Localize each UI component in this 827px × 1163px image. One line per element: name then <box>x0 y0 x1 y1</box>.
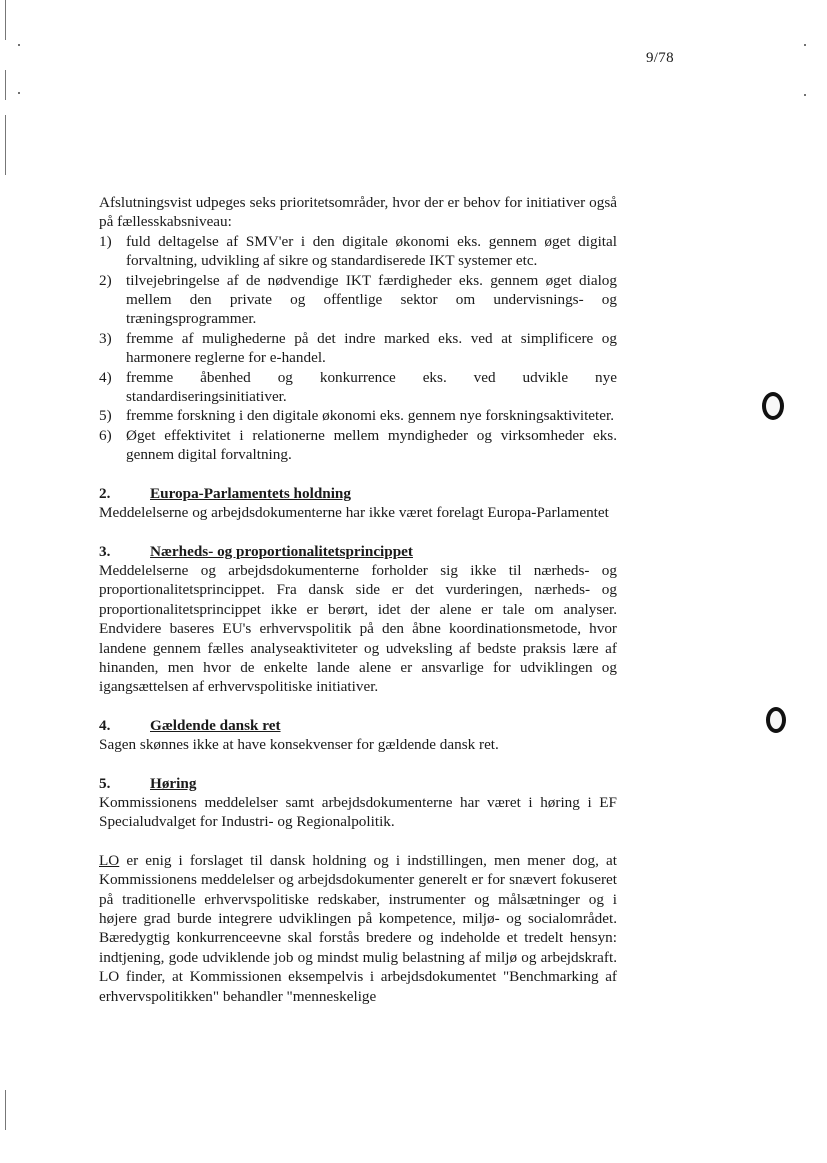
list-number: 3) <box>99 329 112 347</box>
section-heading <box>99 716 617 735</box>
list-number: 1) <box>99 232 112 250</box>
list-item <box>99 232 617 271</box>
scan-edge-line <box>5 115 6 175</box>
list-item-text: fuld deltagelse af SMV'er i den digitale økonomi eks. gennem øget digital forvaltning, udvikling af sikre og standardiserede IKT systemer etc. <box>126 232 617 270</box>
section-title: Europa-Parlamentets holdning <box>150 484 351 502</box>
list-item-text: fremme åbenhed og konkurrence eks. ved udvikle nye standardiseringsinitiativer. <box>126 368 617 406</box>
scan-edge-line <box>5 0 6 40</box>
scan-speck <box>804 94 806 96</box>
section-number: 3. <box>99 542 111 560</box>
list-item <box>99 271 617 329</box>
section-number: 2. <box>99 484 111 502</box>
scan-speck <box>804 44 806 46</box>
document-body <box>99 193 617 1006</box>
section-title: Gældende dansk ret <box>150 716 281 734</box>
list-number: 4) <box>99 368 112 386</box>
section-naerhed <box>99 542 617 697</box>
lo-abbreviation: LO <box>99 851 120 869</box>
binder-hole <box>762 392 784 420</box>
scan-speck <box>18 92 20 94</box>
section-heading <box>99 774 617 793</box>
lo-paragraph <box>99 851 617 1006</box>
section-body: Meddelelserne og arbejdsdokumenterne har ikke været forelagt Europa-Parlamentet <box>99 504 609 522</box>
section-hoering <box>99 774 617 832</box>
scan-speck <box>18 44 20 46</box>
section-number: 4. <box>99 716 111 734</box>
list-item-text: fremme af mulighederne på det indre marked eks. ved at simplificere og harmonere reglerne for e-handel. <box>126 329 617 367</box>
priority-list <box>99 232 617 465</box>
list-item-text: fremme forskning i den digitale økonomi eks. gennem nye forskningsaktiviteter. <box>126 407 615 425</box>
lo-paragraph-text: er enig i forslaget til dansk holdning og i indstillingen, men mener dog, at Kommissionens meddelelser og arbejdsdokumenter generelt er for snævert fokuseret på traditionelle erhvervspolitiske redskaber, instrumenter og målsætninger og i højere grad burde integrere udviklingen på kompetence, miljø- og socialområdet. Bæredygtig konkurrenceevne skal forstås bredere og indeholde et tredelt hensyn: indtjening, gode udviklende job og mindst mulig belastning af miljø og arbejdskraft. LO finder, at Kommissionen eksempelvis i arbejdsdokumentet "Benchmarking af erhvervspolitikken" behandler "menneskelige <box>99 851 617 1005</box>
section-body: Meddelelserne og arbejdsdokumenterne forholder sig ikke til nærheds- og proportionalitetsprincippet. Fra dansk side er det vurderingen, nærheds- og proportionalitetsprincippet ikke er berørt, idet der alene er tale om analyser. Endvidere baseres EU's erhvervspolitik på den åbne koordinationsmetode, hvor landene gennem fælles analyseaktiviteter og udveksling af bedste praksis lære af hinanden, men hvor de enkelte lande alene er ansvarlige for udviklingen og igangsættelsen af erhvervspolitiske initiativer. <box>99 561 617 696</box>
intro-paragraph: Afslutningsvist udpeges seks prioritetsområder, hvor der er behov for initiativer også på fællesskabsniveau: <box>99 194 617 231</box>
list-item-text: tilvejebringelse af de nødvendige IKT færdigheder eks. gennem øget dialog mellem den private og offentlige sektor om undervisnings- og træningsprogrammer. <box>126 271 617 328</box>
section-body: Kommissionens meddelelser samt arbejdsdokumenterne har været i høring i EF Specialudvalget for Industri- og Regionalpolitik. <box>99 793 617 831</box>
section-number: 5. <box>99 774 111 792</box>
list-item <box>99 426 617 465</box>
binder-hole <box>766 707 786 733</box>
section-title: Nærheds- og proportionalitetsprincippet <box>150 542 413 560</box>
list-item <box>99 406 617 425</box>
section-europa-parlamentet <box>99 484 617 523</box>
list-number: 2) <box>99 271 112 289</box>
scan-edge-line <box>5 1090 6 1130</box>
section-heading <box>99 542 617 561</box>
list-number: 6) <box>99 426 112 444</box>
section-title: Høring <box>150 774 197 792</box>
list-item <box>99 368 617 407</box>
list-number: 5) <box>99 407 112 425</box>
section-gaeldende-ret <box>99 716 617 755</box>
scan-edge-line <box>5 70 6 100</box>
section-body: Sagen skønnes ikke at have konsekvenser for gældende dansk ret. <box>99 736 499 754</box>
page-number: 9/78 <box>646 50 674 66</box>
list-item <box>99 329 617 368</box>
list-item-text: Øget effektivitet i relationerne mellem myndigheder og virksomheder eks. gennem digital forvaltning. <box>126 426 617 464</box>
section-heading <box>99 484 617 503</box>
